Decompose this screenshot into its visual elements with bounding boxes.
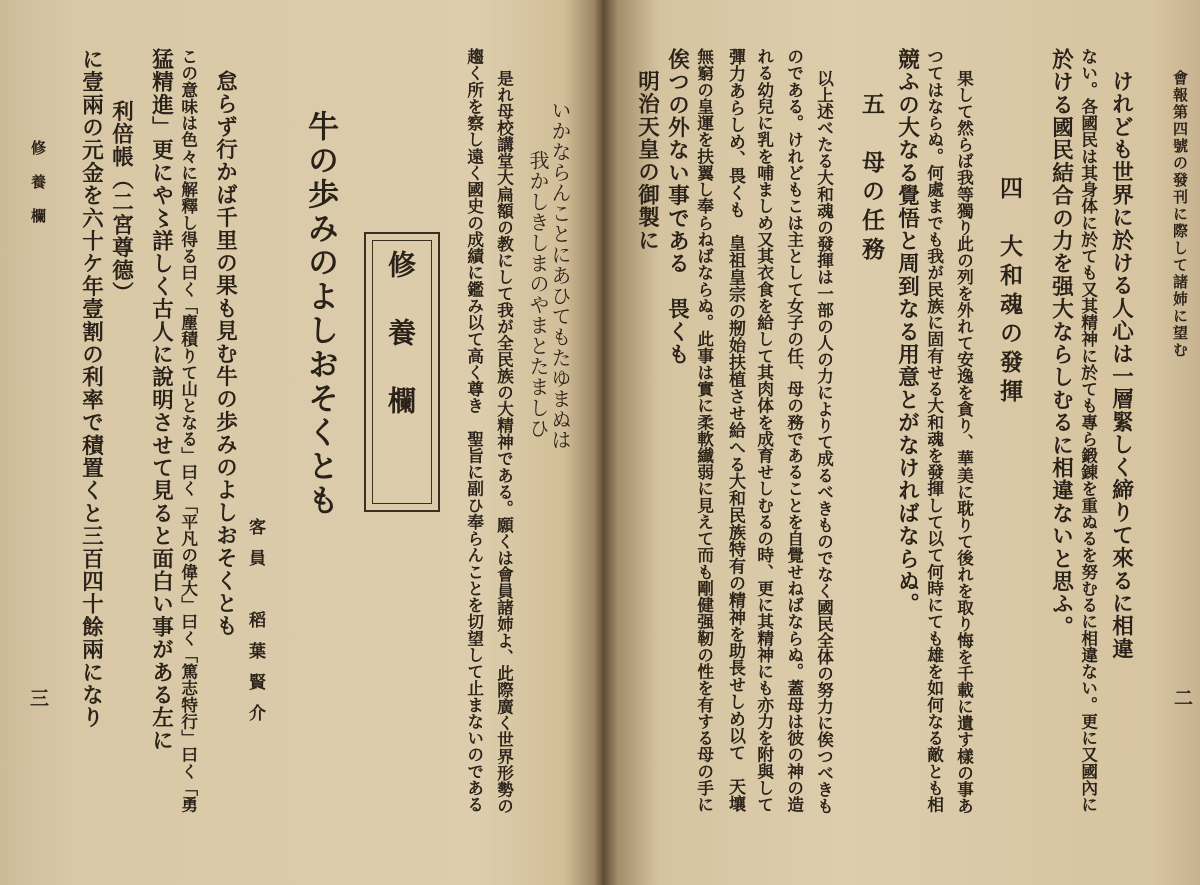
text-line: 怠らず行かば千里の果も見む牛の歩みのよしおそくとも xyxy=(212,70,238,638)
essay-title: 牛の歩みのよしおそくとも xyxy=(302,110,338,518)
poem-line: 我かしきしまのやまとたましひ xyxy=(526,150,550,439)
right-page xyxy=(610,0,1200,885)
text-line: に壹兩の元金を六十ケ年壹割の利率で積置くと三百四十餘兩になり xyxy=(78,48,104,729)
running-title: 會報第四號の發刊に際して諸姉に望む xyxy=(1171,70,1189,359)
text-line: 於ける國民結合の力を强大ならしむるに相違ないと思ふ。 xyxy=(1048,48,1074,639)
text-line: 果して然らば我等獨り此の列を外れて安逸を貪り、華美に耽りて後れを取り悔を千載に遺す樣の事あ xyxy=(954,70,975,814)
section-heading: 五 母の任務 xyxy=(858,92,885,266)
column-title: 修養欄 xyxy=(384,250,417,454)
text-line: 是れ母校講堂大扁額の教にして我が全民族の大精神である。願くは會員諸姉よ、此際廣く世界形勢の xyxy=(494,70,515,814)
text-line: 俟つの外ない事である 畏くも xyxy=(664,48,690,366)
text-line: 以上述べたる大和魂の發揮は一部の人の力によりて成るべきものでなく國民全体の努力に俟つべきも xyxy=(814,70,835,814)
text-line: けれども世界に於ける人心は一層緊しく締りて來るに相違 xyxy=(1108,70,1134,661)
left-page xyxy=(0,0,590,885)
text-line: 彈力あらしめ、畏くも 皇祖皇宗の剏始扶植させ給へる大和民族特有の精神を助長せしめ以て 天壤 xyxy=(724,48,745,813)
text-line: 競ふの大なる覺悟と周到なる用意とがなければならぬ。 xyxy=(894,48,920,616)
text-line: れる幼兒に乳を哺ましめ又其衣食を給して其肉体を成育せしむるの時、更に其精神にも亦力を附與して xyxy=(754,48,775,813)
column-title-box xyxy=(364,232,440,512)
text-line: のである。けれどもこは主として女子の任、母の務であることを自覺せねばならぬ。蓋母は彼の神の造 xyxy=(784,48,805,813)
section-heading: 四 大和魂の發揮 xyxy=(996,176,1023,408)
essay-author: 客員 稻葉賢介 xyxy=(245,518,265,735)
page-number: 二 xyxy=(1171,688,1193,707)
text-line: つてはならぬ。何處までも我が民族に固有せる大和魂を發揮して以て何時にても雄を如何なる敵とも相 xyxy=(924,48,945,813)
text-line: 趨く所を察し遠く國史の成績に鑑み以て高く尊き 聖旨に副ひ奉らんことを切望して止まないのである xyxy=(464,48,485,813)
page-number: 三 xyxy=(27,688,49,707)
text-line: ない。各國民は其身体に於ても又其精神に於ても專ら鍛錬を重ぬるを努むるに相違ない。更に又國內に xyxy=(1078,48,1099,813)
text-line: この意味は色々に解釋し得る曰く「塵積りて山となる」曰く「平凡の偉大」曰く「篤志特行」曰く「勇 xyxy=(178,48,199,813)
text-line: 利倍帳（二宮尊德） xyxy=(108,100,134,305)
text-line: 明治天皇の御製に xyxy=(634,70,660,252)
footer-title: 修 養 欄 xyxy=(29,140,47,225)
poem-line: いかならんことにあひてもたゆまぬは xyxy=(548,100,572,451)
text-line: 無窮の皇運を扶翼し奉らねばならぬ。此事は實に柔軟纎弱に見えて而も剛健强靭の性を有する母の手に xyxy=(694,48,715,813)
text-line: 猛精進」更にや〻詳しく古人に說明させて見ると面白い事がある左に xyxy=(148,48,174,752)
